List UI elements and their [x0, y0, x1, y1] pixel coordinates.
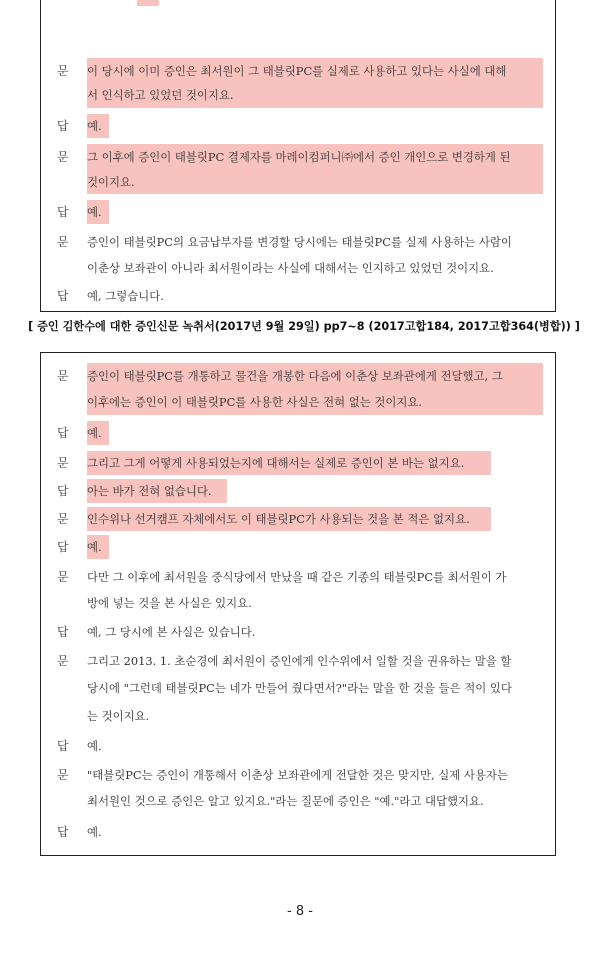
transcript-row — [41, 452, 555, 474]
transcript-row — [41, 764, 555, 786]
transcript-row — [41, 60, 555, 82]
speaker-label: 문 — [57, 235, 69, 249]
transcript-row — [41, 480, 555, 502]
source-caption: [ 증인 김한수에 대한 증인신문 녹취서(2017년 9월 29일) pp7~8 (2017고합184, 2017고합364(병합)) ] — [28, 320, 580, 333]
transcript-line: 다만 그 이후에 최서원을 중식당에서 만났을 때 같은 기종의 태블릿PC를 최서원이 가 — [87, 570, 507, 584]
transcript-row — [41, 285, 555, 307]
transcript-line: 당시에 "그런데 태블릿PC는 네가 만들어 줬다면서?"라는 말을 한 것을 들은 적이 있다 — [87, 681, 512, 695]
transcript-row — [41, 705, 555, 727]
transcript-row — [41, 821, 555, 843]
speaker-label: 답 — [57, 426, 69, 440]
transcript-line: 예, 그 당시에 본 사실은 있습니다. — [87, 625, 256, 639]
transcript-line: 예. — [87, 739, 102, 753]
transcript-line: 방에 넣는 것을 본 사실은 있지요. — [87, 596, 252, 610]
transcript-row — [41, 566, 555, 588]
transcript-line: 이춘상 보좌관이 아니라 최서원이라는 사실에 대해서는 인지하고 있었던 것이지요. — [87, 261, 494, 275]
speaker-label: 문 — [57, 369, 69, 383]
transcript-box-bottom — [40, 352, 556, 856]
transcript-row — [41, 146, 555, 168]
speaker-label: 문 — [57, 654, 69, 668]
highlight-fragment — [137, 0, 159, 6]
transcript-line: 예. — [87, 540, 102, 554]
speaker-label: 답 — [57, 540, 69, 554]
transcript-line: 이후에는 증인이 이 태블릿PC를 사용한 사실은 전혀 없는 것이지요. — [87, 395, 423, 409]
transcript-line: 증인이 태블릿PC의 요금납부자를 변경할 당시에는 태블릿PC를 실제 사용하는 사람이 — [87, 235, 512, 249]
speaker-label: 문 — [57, 570, 69, 584]
transcript-box-top — [40, 0, 556, 312]
transcript-row — [41, 201, 555, 223]
transcript-line: 예. — [87, 205, 102, 219]
transcript-line: 서 인식하고 있었던 것이지요. — [87, 88, 234, 102]
transcript-row — [41, 677, 555, 699]
transcript-row — [41, 508, 555, 530]
speaker-label: 문 — [57, 64, 69, 78]
speaker-label: 답 — [57, 484, 69, 498]
transcript-line: 것이지요. — [87, 175, 135, 189]
transcript-line: 그 이후에 증인이 태블릿PC 결제자를 마레이컴퍼니㈜에서 증인 개인으로 변경하게 된 — [87, 150, 511, 164]
transcript-line: 최서원인 것으로 증인은 알고 있지요."라는 질문에 증인은 "예."라고 대답했지요. — [87, 794, 484, 808]
transcript-line: 아는 바가 전혀 없습니다. — [87, 484, 212, 498]
speaker-label: 답 — [57, 205, 69, 219]
transcript-row — [41, 735, 555, 757]
speaker-label: 답 — [57, 825, 69, 839]
transcript-row — [41, 391, 555, 413]
transcript-line: "태블릿PC는 증인이 개통해서 이춘상 보좌관에게 전달한 것은 맞지만, 실제 사용자는 — [87, 768, 508, 782]
transcript-row — [41, 790, 555, 812]
transcript-line: 그리고 2013. 1. 초순경에 최서원이 증인에게 인수위에서 일할 것을 권유하는 말을 할 — [87, 654, 512, 668]
transcript-line: 예. — [87, 426, 102, 440]
transcript-line: 인수위나 선거캠프 자체에서도 이 태블릿PC가 사용되는 것을 본 적은 없지요. — [87, 512, 470, 526]
speaker-label: 문 — [57, 512, 69, 526]
transcript-row — [41, 621, 555, 643]
transcript-row — [41, 422, 555, 444]
transcript-row — [41, 365, 555, 387]
speaker-label: 답 — [57, 739, 69, 753]
transcript-line: 예. — [87, 119, 102, 133]
page-number: - 8 - — [287, 904, 313, 919]
transcript-line: 예. — [87, 825, 102, 839]
transcript-line: 는 것이지요. — [87, 709, 150, 723]
transcript-row — [41, 231, 555, 253]
transcript-row — [41, 650, 555, 672]
transcript-line: 증인이 태블릿PC를 개통하고 물건을 개봉한 다음에 이춘상 보좌관에게 전달했고, 그 — [87, 369, 503, 383]
transcript-line: 그리고 그게 어떻게 사용되었는지에 대해서는 실제로 증인이 본 바는 없지요. — [87, 456, 465, 470]
transcript-line: 예, 그렇습니다. — [87, 289, 164, 303]
transcript-row — [41, 171, 555, 193]
speaker-label: 답 — [57, 289, 69, 303]
speaker-label: 문 — [57, 456, 69, 470]
speaker-label: 답 — [57, 119, 69, 133]
transcript-line: 이 당시에 이미 증인은 최서원이 그 태블릿PC를 실제로 사용하고 있다는 사실에 대해 — [87, 64, 507, 78]
transcript-row — [41, 115, 555, 137]
speaker-label: 문 — [57, 768, 69, 782]
transcript-row — [41, 536, 555, 558]
speaker-label: 답 — [57, 625, 69, 639]
transcript-row — [41, 84, 555, 106]
transcript-row — [41, 592, 555, 614]
transcript-row — [41, 257, 555, 279]
speaker-label: 문 — [57, 150, 69, 164]
